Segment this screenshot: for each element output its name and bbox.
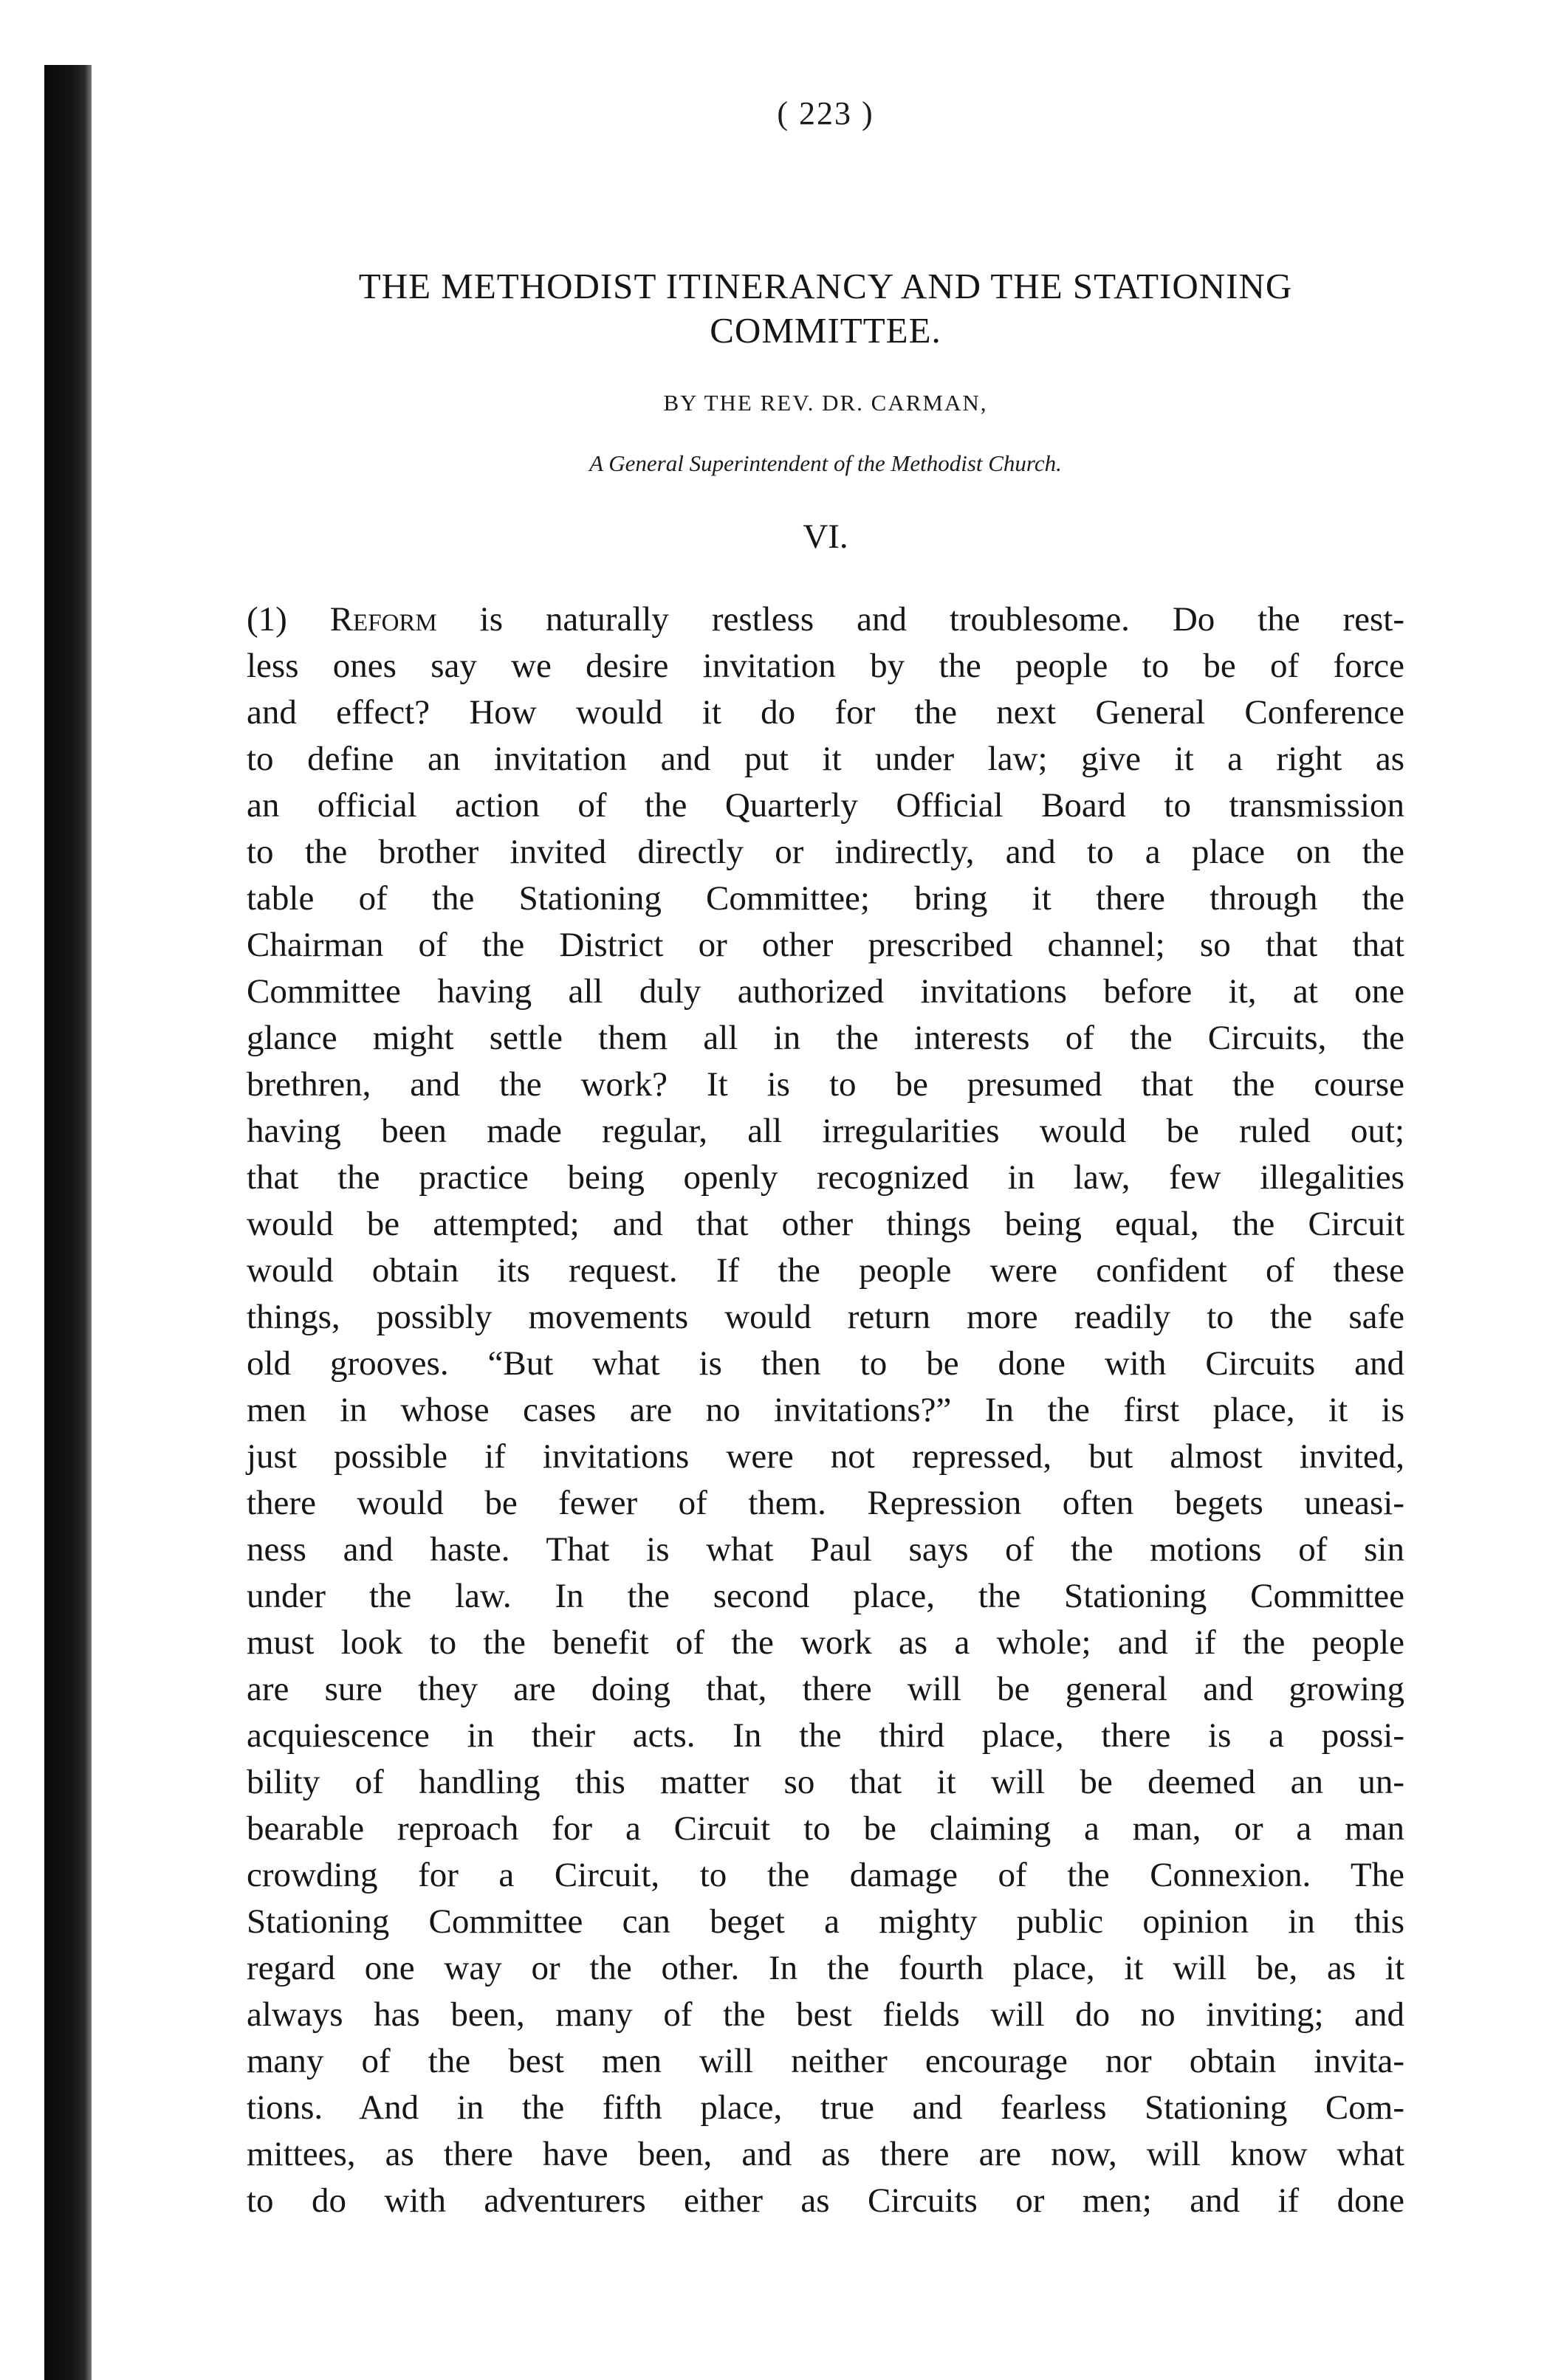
body-line: under the law. In the second place, the Stationing Committee: [247, 1577, 1404, 1615]
body-line: bearable reproach for a Circuit to be claiming a man, or a man: [247, 1809, 1404, 1848]
body-line: acquiescence in their acts. In the third place, there is a possi-: [247, 1716, 1404, 1755]
author-subtitle: A General Superintendent of the Methodist Church.: [589, 450, 1062, 476]
article-title: [247, 264, 1404, 353]
article-title-line-2: COMMITTEE.: [710, 310, 941, 351]
body-line: that the practice being openly recognized in law, few illegalities: [247, 1158, 1404, 1197]
body-line: glance might settle them all in the interests of the Circuits, the: [247, 1019, 1404, 1057]
body-paragraph: [247, 596, 1404, 2265]
body-line: brethren, and the work? It is to be presumed that the course: [247, 1065, 1404, 1104]
body-line: table of the Stationing Committee; bring it there through the: [247, 879, 1404, 918]
body-line-rest: is naturally restless and troublesome. Do the rest-: [436, 600, 1404, 639]
body-line: ness and haste. That is what Paul says of the motions of sin: [247, 1530, 1404, 1569]
body-line: old grooves. “But what is then to be done with Circuits and: [247, 1344, 1404, 1383]
body-line: things, possibly movements would return more readily to the safe: [247, 1298, 1404, 1336]
body-line: having been made regular, all irregularities would be ruled out;: [247, 1112, 1404, 1150]
body-line: less ones say we desire invitation by the people to be of force: [247, 647, 1404, 685]
body-line: mittees, as there have been, and as there are now, will know what: [247, 2135, 1404, 2173]
body-line: would obtain its request. If the people were confident of these: [247, 1251, 1404, 1290]
body-line: always has been, many of the best fields will do no inviting; and: [247, 1995, 1404, 2034]
body-line: an official action of the Quarterly Official Board to transmission: [247, 786, 1404, 825]
body-line-prefix: (1): [247, 600, 330, 639]
body-line: must look to the benefit of the work as a whole; and if the people: [247, 1623, 1404, 1662]
body-line: regard one way or the other. In the fourth place, it will be, as it: [247, 1949, 1404, 1987]
body-line: Chairman of the District or other prescribed channel; so that that: [247, 926, 1404, 964]
body-line: to do with adventurers either as Circuits or men; and if done: [247, 2181, 1404, 2220]
body-line: tions. And in the fifth place, true and fearless Stationing Com-: [247, 2088, 1404, 2127]
section-number: VI.: [803, 517, 848, 556]
body-line: Committee having all duly authorized invitations before it, at one: [247, 972, 1404, 1011]
body-line: to define an invitation and put it under law; give it a right as: [247, 740, 1404, 778]
article-title-line-1: THE METHODIST ITINERANCY AND THE STATIONING: [358, 266, 1293, 306]
body-line: Stationing Committee can beget a mighty public opinion in this: [247, 1902, 1404, 1941]
body-line: [247, 596, 1404, 643]
scan-binding-edge: [44, 65, 92, 2380]
body-line: crowding for a Circuit, to the damage of the Connexion. The: [247, 1856, 1404, 1894]
body-line: would be attempted; and that other things being equal, the Circuit: [247, 1205, 1404, 1243]
body-line: there would be fewer of them. Repression often begets uneasi-: [247, 1484, 1404, 1522]
body-line: men in whose cases are no invitations?” In the first place, it is: [247, 1391, 1404, 1429]
book-page: [247, 0, 1404, 2380]
body-line: just possible if invitations were not repressed, but almost invited,: [247, 1437, 1404, 1476]
body-line: to the brother invited directly or indirectly, and to a place on the: [247, 833, 1404, 871]
body-line: and effect? How would it do for the next General Conference: [247, 693, 1404, 732]
body-line: many of the best men will neither encourage nor obtain invita-: [247, 2042, 1404, 2080]
page-number: ( 223 ): [777, 95, 874, 131]
body-line: are sure they are doing that, there will be general and growing: [247, 1670, 1404, 1708]
body-line-smallcaps-word: Reform: [329, 600, 437, 639]
body-line: bility of handling this matter so that it will be deemed an un-: [247, 1763, 1404, 1801]
author-byline: BY THE REV. DR. CARMAN,: [663, 390, 988, 416]
